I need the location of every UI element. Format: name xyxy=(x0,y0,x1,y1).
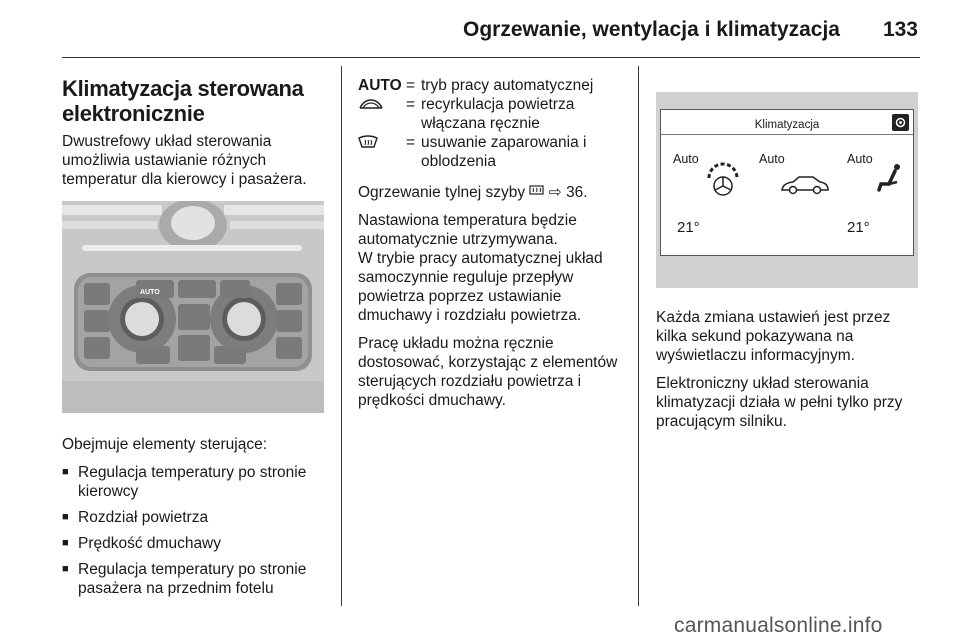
paragraph-2: Elektroniczny układ sterowania klimatyzacji działa w pełni tylko przy pracującym silniku. xyxy=(656,375,903,430)
panel-auto-label: AUTO xyxy=(140,289,160,296)
defrost-icon xyxy=(358,133,406,171)
rear-window-heater-icon xyxy=(529,184,544,201)
paragraph-2: W trybie pracy automatycznej układ samoczynnie reguluje przepływ powietrza poprzez ustawianie dmuchawy i rozdziału powietrza. xyxy=(358,250,603,324)
definitions-list xyxy=(358,76,620,171)
definition-text: usuwanie zaparowania i oblodzenia xyxy=(421,134,587,170)
column-3 xyxy=(656,92,921,440)
display-title: Klimatyzacja xyxy=(754,119,820,131)
page-reference-arrow-icon: ⇨ xyxy=(548,184,562,201)
intro-paragraph: Dwustrefowy układ sterowania umożliwia ustawianie różnych temperatur dla kierowcy i pasażera. xyxy=(62,133,307,188)
seat-airflow-icon xyxy=(875,162,905,198)
definition-row xyxy=(358,133,620,171)
header-rule xyxy=(62,57,920,58)
definition-row xyxy=(358,76,620,95)
settings-icon xyxy=(892,114,909,131)
display-screen xyxy=(660,109,914,256)
info-display-illustration xyxy=(656,92,918,288)
display-temp-right: 21° xyxy=(847,219,870,236)
rear-window-text: Ogrzewanie tylnej szyby xyxy=(358,184,526,201)
definition-row xyxy=(358,95,620,133)
paragraph-1: Nastawiona temperatura będzie automatycznie utrzymywana. xyxy=(358,212,577,248)
list-item: ■ Regulacja temperatury po stronie pasażera na przednim fotelu xyxy=(62,560,327,598)
header-title: Ogrzewanie, wentylacja i klimatyzacja xyxy=(462,18,840,41)
definition-equals: = xyxy=(406,77,416,94)
definition-equals: = xyxy=(406,134,416,151)
definition-text: recyrkulacja powietrza włączana ręcznie xyxy=(421,96,575,132)
definition-text: tryb pracy automatycznej xyxy=(421,77,594,94)
column-divider-2 xyxy=(638,66,639,606)
rear-window-ref: 36. xyxy=(566,184,588,201)
fan-icon xyxy=(705,162,741,198)
paragraph-1: Każda zmiana ustawień jest przez kilka sekund pokazywana na wyświetlaczu informacyjnym. xyxy=(656,309,891,364)
list-item: ■ Prędkość dmuchawy xyxy=(62,534,327,553)
page-number: 133 xyxy=(882,18,918,41)
column-divider-1 xyxy=(341,66,342,606)
control-panel-illustration xyxy=(62,201,324,413)
display-auto-right: Auto xyxy=(847,152,873,166)
definition-equals: = xyxy=(406,96,416,113)
recirculation-icon xyxy=(358,95,406,133)
section-title: Klimatyzacja sterowana elektronicznie xyxy=(62,76,304,126)
display-temp-left: 21° xyxy=(677,219,700,236)
controls-intro: Obejmuje elementy sterujące: xyxy=(62,436,268,453)
list-item: ■ Rozdział powietrza xyxy=(62,508,327,527)
display-auto-center: Auto xyxy=(759,152,785,166)
car-recirculation-icon xyxy=(779,174,831,196)
watermark: carmanualsonline.info xyxy=(674,614,883,637)
display-separator xyxy=(661,134,913,135)
column-1 xyxy=(62,76,327,605)
control-panel-drawing xyxy=(62,201,324,413)
controls-list xyxy=(62,463,327,598)
display-auto-left: Auto xyxy=(673,152,699,166)
list-item: ■ Regulacja temperatury po stronie kierowcy xyxy=(62,463,327,501)
column-2 xyxy=(358,76,620,419)
rear-window-paragraph xyxy=(358,183,620,202)
definition-key: AUTO xyxy=(358,77,402,94)
paragraph-3: Pracę układu można ręcznie dostosować, korzystając z elementów sterujących rozdziału powietrza i prędkości dmuchawy. xyxy=(358,335,618,409)
